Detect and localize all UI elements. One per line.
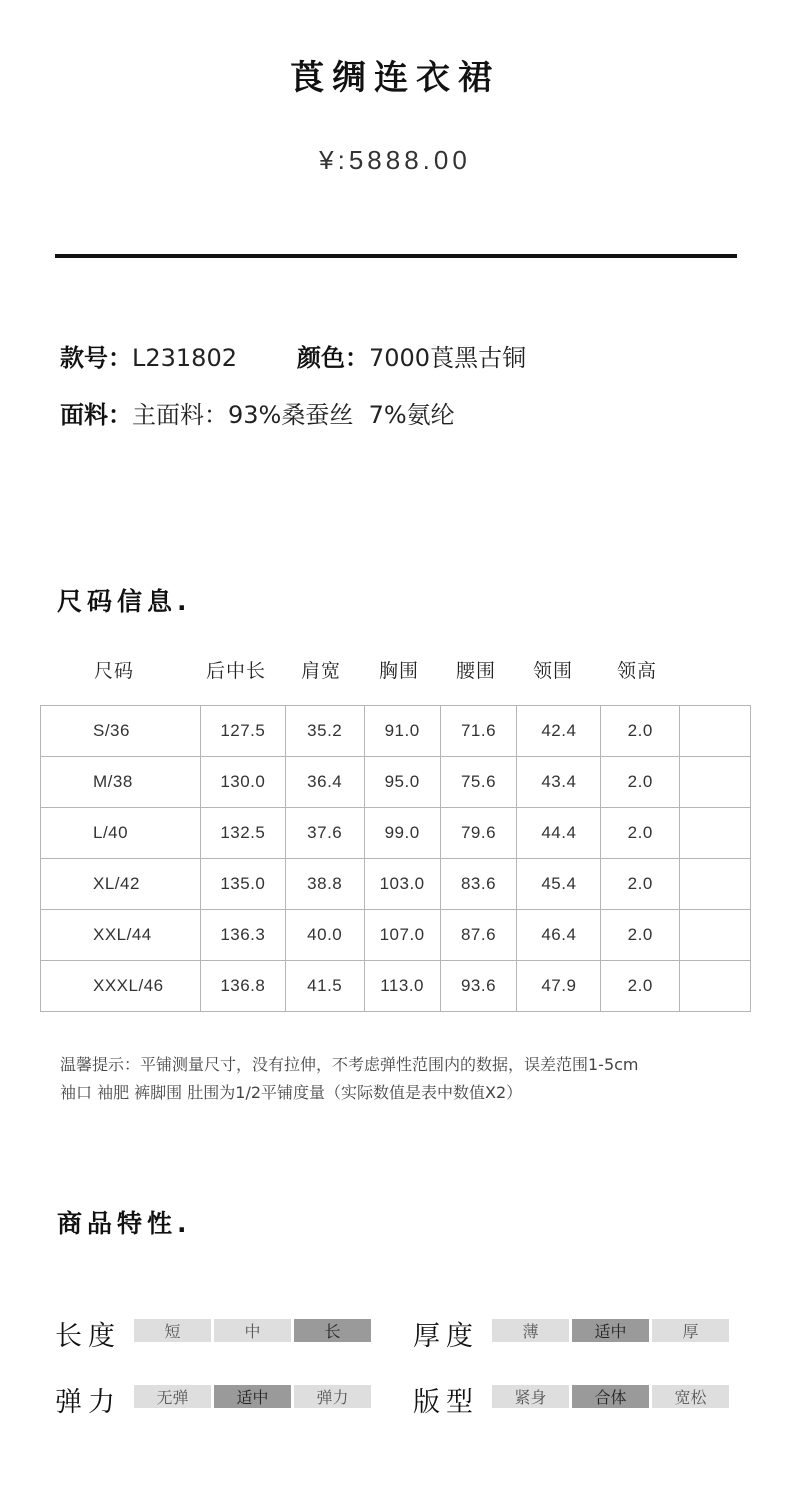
table-cell: 40.0 bbox=[285, 910, 364, 961]
table-cell bbox=[680, 910, 751, 961]
feature-option: 厚 bbox=[652, 1319, 729, 1342]
feature-option: 薄 bbox=[492, 1319, 569, 1342]
feature-option: 长 bbox=[294, 1319, 371, 1342]
table-cell: 107.0 bbox=[364, 910, 440, 961]
divider bbox=[55, 254, 737, 258]
feature-option: 紧身 bbox=[492, 1385, 569, 1408]
column-header: 胸围 bbox=[379, 660, 420, 682]
table-cell: M/38 bbox=[41, 757, 201, 808]
table-cell: 93.6 bbox=[440, 961, 517, 1012]
fabric-line bbox=[60, 395, 455, 430]
table-cell bbox=[680, 706, 751, 757]
feature-option: 适中 bbox=[572, 1319, 649, 1342]
feature-option: 中 bbox=[214, 1319, 291, 1342]
table-cell: 2.0 bbox=[601, 808, 680, 859]
table-cell: 132.5 bbox=[200, 808, 285, 859]
table-cell bbox=[680, 859, 751, 910]
feature-option: 弹力 bbox=[294, 1385, 371, 1408]
size-section-heading: 尺码信息. bbox=[57, 587, 192, 616]
table-cell: 83.6 bbox=[440, 859, 517, 910]
feature-bar-thickness bbox=[492, 1319, 729, 1342]
table-cell: 37.6 bbox=[285, 808, 364, 859]
table-cell: 127.5 bbox=[200, 706, 285, 757]
table-cell: 38.8 bbox=[285, 859, 364, 910]
style-color-line bbox=[60, 338, 526, 373]
table-row bbox=[41, 808, 751, 859]
table-cell bbox=[680, 757, 751, 808]
table-cell: 45.4 bbox=[517, 859, 601, 910]
table-cell: 42.4 bbox=[517, 706, 601, 757]
table-cell: XXXL/46 bbox=[41, 961, 201, 1012]
table-cell: 91.0 bbox=[364, 706, 440, 757]
table-cell: 130.0 bbox=[200, 757, 285, 808]
feature-bar-fit bbox=[492, 1385, 729, 1408]
table-cell: 47.9 bbox=[517, 961, 601, 1012]
table-cell: L/40 bbox=[41, 808, 201, 859]
measurement-note-2: 袖口 袖肥 裤脚围 肚围为1/2平铺度量（实际数值是表中数值X2） bbox=[60, 1083, 523, 1102]
table-cell: 103.0 bbox=[364, 859, 440, 910]
table-cell: 36.4 bbox=[285, 757, 364, 808]
table-cell bbox=[680, 808, 751, 859]
table-cell: 99.0 bbox=[364, 808, 440, 859]
table-cell: 95.0 bbox=[364, 757, 440, 808]
table-row bbox=[41, 706, 751, 757]
table-row bbox=[41, 859, 751, 910]
size-table-header bbox=[40, 656, 751, 686]
table-cell: 136.8 bbox=[200, 961, 285, 1012]
style-label: 款号： bbox=[60, 344, 132, 372]
feature-option: 无弹 bbox=[134, 1385, 211, 1408]
column-header: 领围 bbox=[533, 660, 574, 682]
feature-bar-length bbox=[134, 1319, 371, 1342]
column-header: 腰围 bbox=[456, 660, 497, 682]
table-row bbox=[41, 757, 751, 808]
table-cell: XXL/44 bbox=[41, 910, 201, 961]
size-table bbox=[40, 705, 751, 1012]
table-cell: 2.0 bbox=[601, 706, 680, 757]
feature-option: 合体 bbox=[572, 1385, 649, 1408]
feature-label-elasticity: 弹力 bbox=[55, 1387, 121, 1418]
features-section-heading: 商品特性. bbox=[57, 1209, 192, 1238]
table-cell: 2.0 bbox=[601, 757, 680, 808]
feature-label-thickness: 厚度 bbox=[413, 1321, 479, 1352]
style-value: L231802 bbox=[132, 344, 237, 372]
table-cell: 113.0 bbox=[364, 961, 440, 1012]
measurement-note: 温馨提示：平铺测量尺寸，没有拉伸，不考虑弹性范围内的数据，误差范围1-5cm bbox=[60, 1055, 639, 1074]
color-label: 颜色： bbox=[297, 344, 369, 372]
feature-label-length: 长度 bbox=[55, 1321, 121, 1352]
table-cell: 87.6 bbox=[440, 910, 517, 961]
table-cell: 2.0 bbox=[601, 859, 680, 910]
fabric-label: 面料： bbox=[60, 401, 132, 429]
feature-option: 宽松 bbox=[652, 1385, 729, 1408]
table-cell bbox=[680, 961, 751, 1012]
column-header: 肩宽 bbox=[301, 660, 342, 682]
column-header: 领高 bbox=[617, 660, 658, 682]
product-title: 莨绸连衣裙 bbox=[290, 58, 500, 98]
table-cell: 46.4 bbox=[517, 910, 601, 961]
table-cell: 2.0 bbox=[601, 910, 680, 961]
table-cell: S/36 bbox=[41, 706, 201, 757]
feature-option: 适中 bbox=[214, 1385, 291, 1408]
table-row bbox=[41, 910, 751, 961]
table-cell: 35.2 bbox=[285, 706, 364, 757]
table-cell: 75.6 bbox=[440, 757, 517, 808]
feature-bar-elasticity bbox=[134, 1385, 371, 1408]
table-cell: 135.0 bbox=[200, 859, 285, 910]
feature-label-fit: 版型 bbox=[413, 1387, 479, 1418]
fabric-value: 主面料：93%桑蚕丝 7%氨纶 bbox=[132, 401, 455, 429]
table-cell: 41.5 bbox=[285, 961, 364, 1012]
feature-option: 短 bbox=[134, 1319, 211, 1342]
color-value: 7000莨黑古铜 bbox=[369, 344, 527, 372]
table-cell: 79.6 bbox=[440, 808, 517, 859]
table-cell: 44.4 bbox=[517, 808, 601, 859]
product-price: ¥:5888.00 bbox=[319, 145, 471, 175]
column-header: 尺码 bbox=[94, 660, 135, 682]
table-cell: 136.3 bbox=[200, 910, 285, 961]
table-cell: 43.4 bbox=[517, 757, 601, 808]
column-header: 后中长 bbox=[206, 660, 267, 682]
table-cell: 71.6 bbox=[440, 706, 517, 757]
table-cell: 2.0 bbox=[601, 961, 680, 1012]
table-row bbox=[41, 961, 751, 1012]
table-cell: XL/42 bbox=[41, 859, 201, 910]
